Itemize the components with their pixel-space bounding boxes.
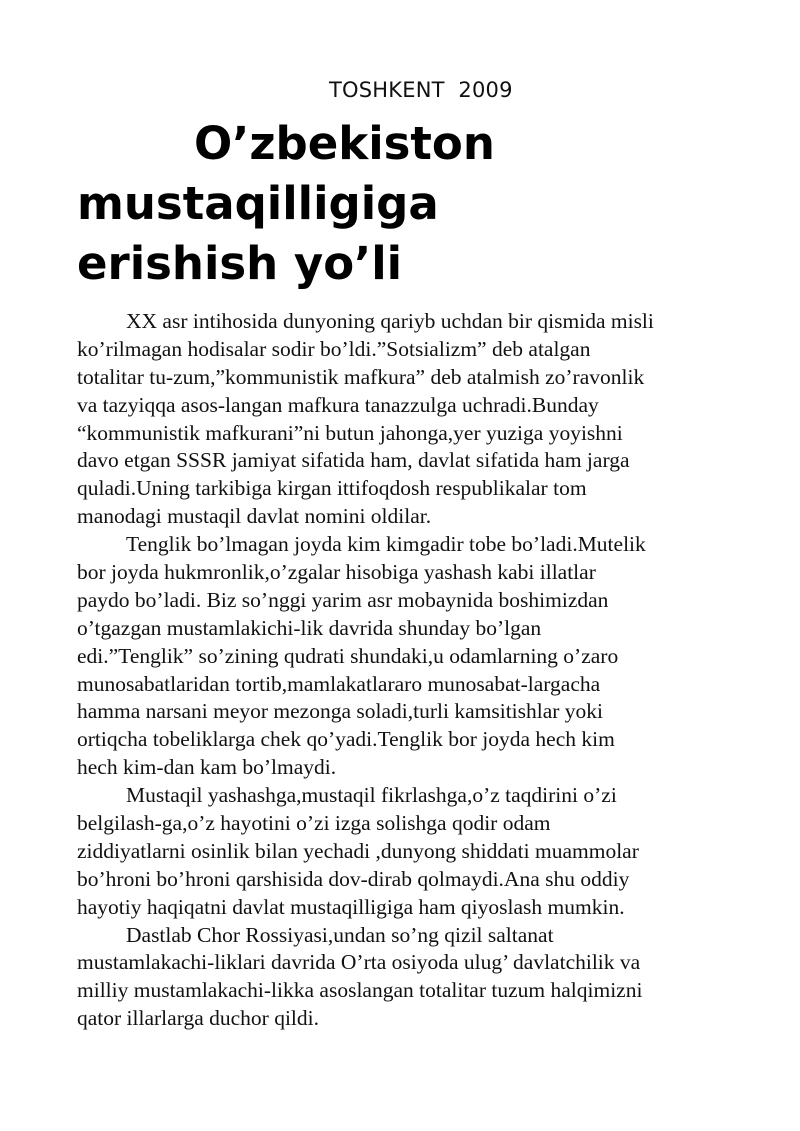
paragraph-1-line: totalitar tu-zum,”kommunistik mafkura” deb atalmish zo’ravonlik [77,364,645,389]
paragraph-1-line: ko’rilmagan hodisalar sodir bo’ldi.”Sotsializm” deb atalgan [77,336,591,361]
paragraph-2-line: paydo bo’ladi. Biz so’nggi yarim asr mobaynida boshimizdan [77,587,609,612]
title-line: mustaqilligiga [77,177,439,230]
body-text [77,308,727,1033]
paragraph-1-line: va tazyiqqa asos-langan mafkura tanazzulga uchradi.Bunday [77,392,599,417]
publication-place-year: TOSHKENT 2009 [329,78,513,102]
paragraph-2-line: hech kim-dan kam bo’lmaydi. [77,755,337,780]
paragraph-2-line: hamma narsani meyor mezonga soladi,turli kamsitishlar yoki [77,699,604,724]
paragraph-3-line: Mustaqil yashashga,mustaqil fikrlashga,o’z taqdirini o’zi [126,783,617,808]
paragraph-4-line: milliy mustamlakachi-likka asoslangan totalitar tuzum halqimizni [77,978,643,1003]
paragraph-3-line: bo’hroni bo’hroni qarshisida dov-dirab qolmaydi.Ana shu oddiy [77,866,630,891]
paragraph-4-line: mustamlakachi-liklari davrida O’rta osiyoda ulug’ davlatchilik va [77,950,641,975]
paragraph-3-line: belgilash-ga,o’z hayotini o’zi izga solishga qodir odam [77,811,551,836]
document-title [77,114,537,294]
paragraph-3-line: ziddiyatlarni osinlik bilan yechadi ,dunyong shiddati muammolar [77,838,639,863]
paragraph-2-line: ortiqcha tobeliklarga chek qo’yadi.Tenglik bor joyda hech kim [77,727,615,752]
paragraph-1-line: davo etgan SSSR jamiyat sifatida ham, davlat sifatida ham jarga [77,448,630,473]
paragraph-1-line: quladi.Uning tarkibiga kirgan ittifoqdosh respublikalar tom [77,476,587,501]
paragraph-4-line: qator illarlarga duchor qildi. [77,1006,320,1031]
paragraph-2-line: munosabatlaridan tortib,mamlakatlararo munosabat-largacha [77,671,601,696]
paragraph-1-line: XX asr intihosida dunyoning qariyb uchdan bir qismida misli [126,309,654,333]
paragraph-3-line: hayotiy haqiqatni davlat mustaqilligiga ham qiyoslash mumkin. [77,894,625,919]
title-line: erishish yo’li [77,237,403,290]
paragraph-2-line: bor joyda hukmronlik,o’zgalar hisobiga yashash kabi illatlar [77,560,596,585]
paragraph-2-line: Tenglik bo’lmagan joyda kim kimgadir tobe bo’ladi.Mutelik [126,532,646,557]
paragraph-1-line: manodagi mustaqil davlat nomini oldilar. [77,504,432,529]
title-line: O’zbekiston [194,117,495,170]
paragraph-4-line: Dastlab Chor Rossiyasi,undan so’ng qizil saltanat [126,922,554,947]
paragraph-2-line: o’tgazgan mustamlakichi-lik davrida shunday bo’lgan [77,615,542,640]
paragraph-1-line: “kommunistik mafkurani”ni butun jahonga,yer yuziga yoyishni [77,420,623,445]
paragraph-2-line: edi.”Tenglik” so’zining qudrati shundaki,u odamlarning o’zaro [77,643,619,668]
